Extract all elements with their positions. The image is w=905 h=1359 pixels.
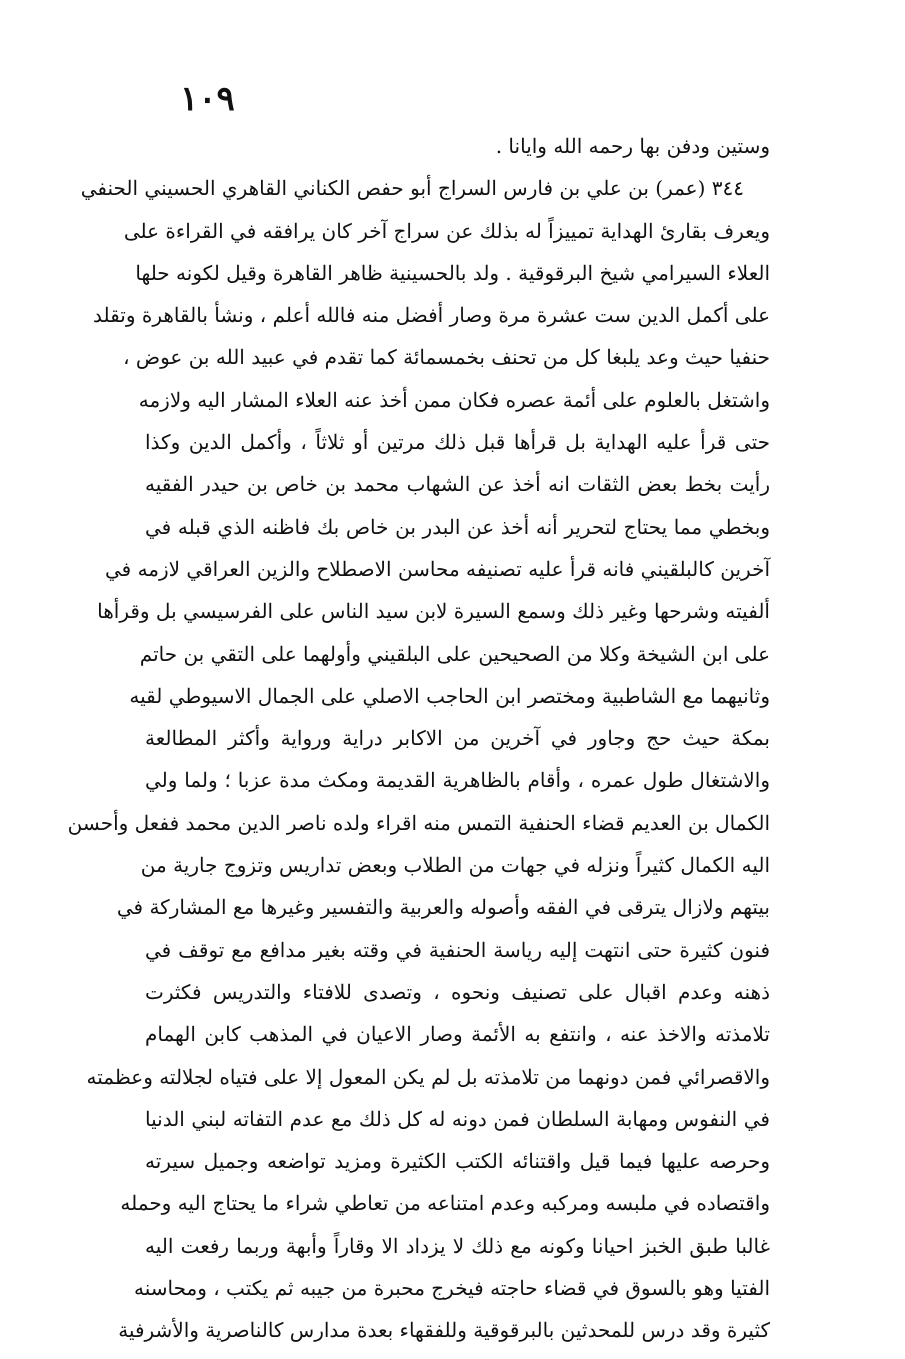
text-line: حتى قرأ عليه الهداية بل قرأها قبل ذلك مرتين أو ثلاثاً ، وأكمل الدين وكذا xyxy=(145,430,770,455)
text-line: وستين ودفن بها رحمه الله وايانا . xyxy=(495,134,770,158)
text-line: ذهنه وعدم اقبال على تصنيف ونحوه ، وتصدى للافتاء والتدريس فكثرت xyxy=(145,979,770,1004)
text-line: وثانيهما مع الشاطبية ومختصر ابن الحاجب الاصلي على الجمال الاسيوطي لقيه xyxy=(129,683,770,708)
text-line: في النفوس ومهابة السلطان فمن دونه له كل ذلك مع عدم التفاته لبني الدنيا xyxy=(145,1106,770,1131)
text-line: والاقصرائي فمن دونهما من تلامذته بل لم يكن المعول إلا على فتياه لجلالته وعظمته xyxy=(86,1064,770,1089)
text-line: وحرصه عليها فيما قيل واقتنائه الكتب الكثيرة ومزيد تواضعه وجميل سيرته xyxy=(145,1149,770,1174)
text-line: والاشتغال طول عمره ، وأقام بالظاهرية القديمة ومكث مدة عزبا ؛ ولما ولي xyxy=(145,768,770,793)
text-line: حنفيا حيث وعد يلبغا كل من تحنف بخمسمائة كما تقدم في عبيد الله بن عوض ، xyxy=(123,345,770,370)
text-line: ويعرف بقارئ الهداية تمييزاً له بذلك عن سراج آخر كان يرافقه في القراءة على xyxy=(123,218,770,243)
text-line: الفتيا وهو بالسوق في قضاء حاجته فيخرج محبرة من جيبه ثم يكتب ، ومحاسنه xyxy=(134,1276,770,1301)
text-line: رأيت بخط بعض الثقات انه أخذ عن الشهاب محمد بن خاص بن حيدر الفقيه xyxy=(145,472,770,497)
entry-heading-line: ٣٤٤ (عمر) بن علي بن فارس السراج أبو حفص الكناني القاهري الحسيني الحنفي xyxy=(80,176,744,201)
text-line: على ابن الشيخة وكلا من الصحيحين على البلقيني وأولهما على التقي بن حاتم xyxy=(139,641,770,666)
body-text xyxy=(67,125,770,1352)
text-line: الكمال بن العديم قضاء الحنفية التمس منه اقراء ولده ناصر الدين محمد ففعل وأحسن xyxy=(67,810,770,835)
text-line: وبخطي مما يحتاج لتحرير أنه أخذ عن البدر بن خاص بك فاظنه الذي قبله في xyxy=(145,514,770,539)
text-line: بمكة حيث حج وجاور في آخرين من الاكابر دراية ورواية وأكثر المطالعة xyxy=(145,726,770,751)
page-number: ١٠٩ xyxy=(180,79,235,119)
text-line: على أكمل الدين ست عشرة مرة وصار أفضل منه فالله أعلم ، ونشأ بالقاهرة وتقلد xyxy=(93,303,770,328)
text-line: واقتصاده في ملبسه ومركبه وعدم امتناعه من تعاطي شراء ما يحتاج اليه وحمله xyxy=(120,1191,770,1216)
text-line: اليه الكمال كثيراً ونزله في جهات من الطلاب وبعض تداريس وتزوج جارية من xyxy=(140,853,770,878)
text-line: ألفيته وشرحها وغير ذلك وسمع السيرة لابن سيد الناس على الفرسيسي بل وقرأها xyxy=(97,599,770,624)
text-line: العلاء السيرامي شيخ البرقوقية . ولد بالحسينية ظاهر القاهرة وقيل لكونه حلها xyxy=(135,260,770,285)
text-line: بيتهم ولازال يترقى في الفقه وأصوله والعربية والتفسير وغيرها مع المشاركة في xyxy=(116,895,770,920)
text-line: فنون كثيرة حتى انتهت إليه رياسة الحنفية في وقته بغير مدافع مع توقف في xyxy=(145,937,770,962)
text-line: غالبا طبق الخبز احيانا وكونه مع ذلك لا يزداد الا وقاراً وأبهة وربما رفعت اليه xyxy=(145,1233,770,1258)
text-line: كثيرة وقد درس للمحدثين بالبرقوقية وللفقهاء بعدة مدارس كالناصرية والأشرفية xyxy=(118,1318,770,1343)
text-line: تلامذته والاخذ عنه ، وانتفع به الأئمة وصار الاعيان في المذهب كابن الهمام xyxy=(145,1022,770,1047)
text-line: آخرين كالبلقيني فانه قرأ عليه تصنيفه محاسن الاصطلاح والزين العراقي لازمه في xyxy=(104,556,770,581)
text-line: واشتغل بالعلوم على أئمة عصره فكان ممن أخذ عنه العلاء المشار اليه ولازمه xyxy=(138,387,770,412)
